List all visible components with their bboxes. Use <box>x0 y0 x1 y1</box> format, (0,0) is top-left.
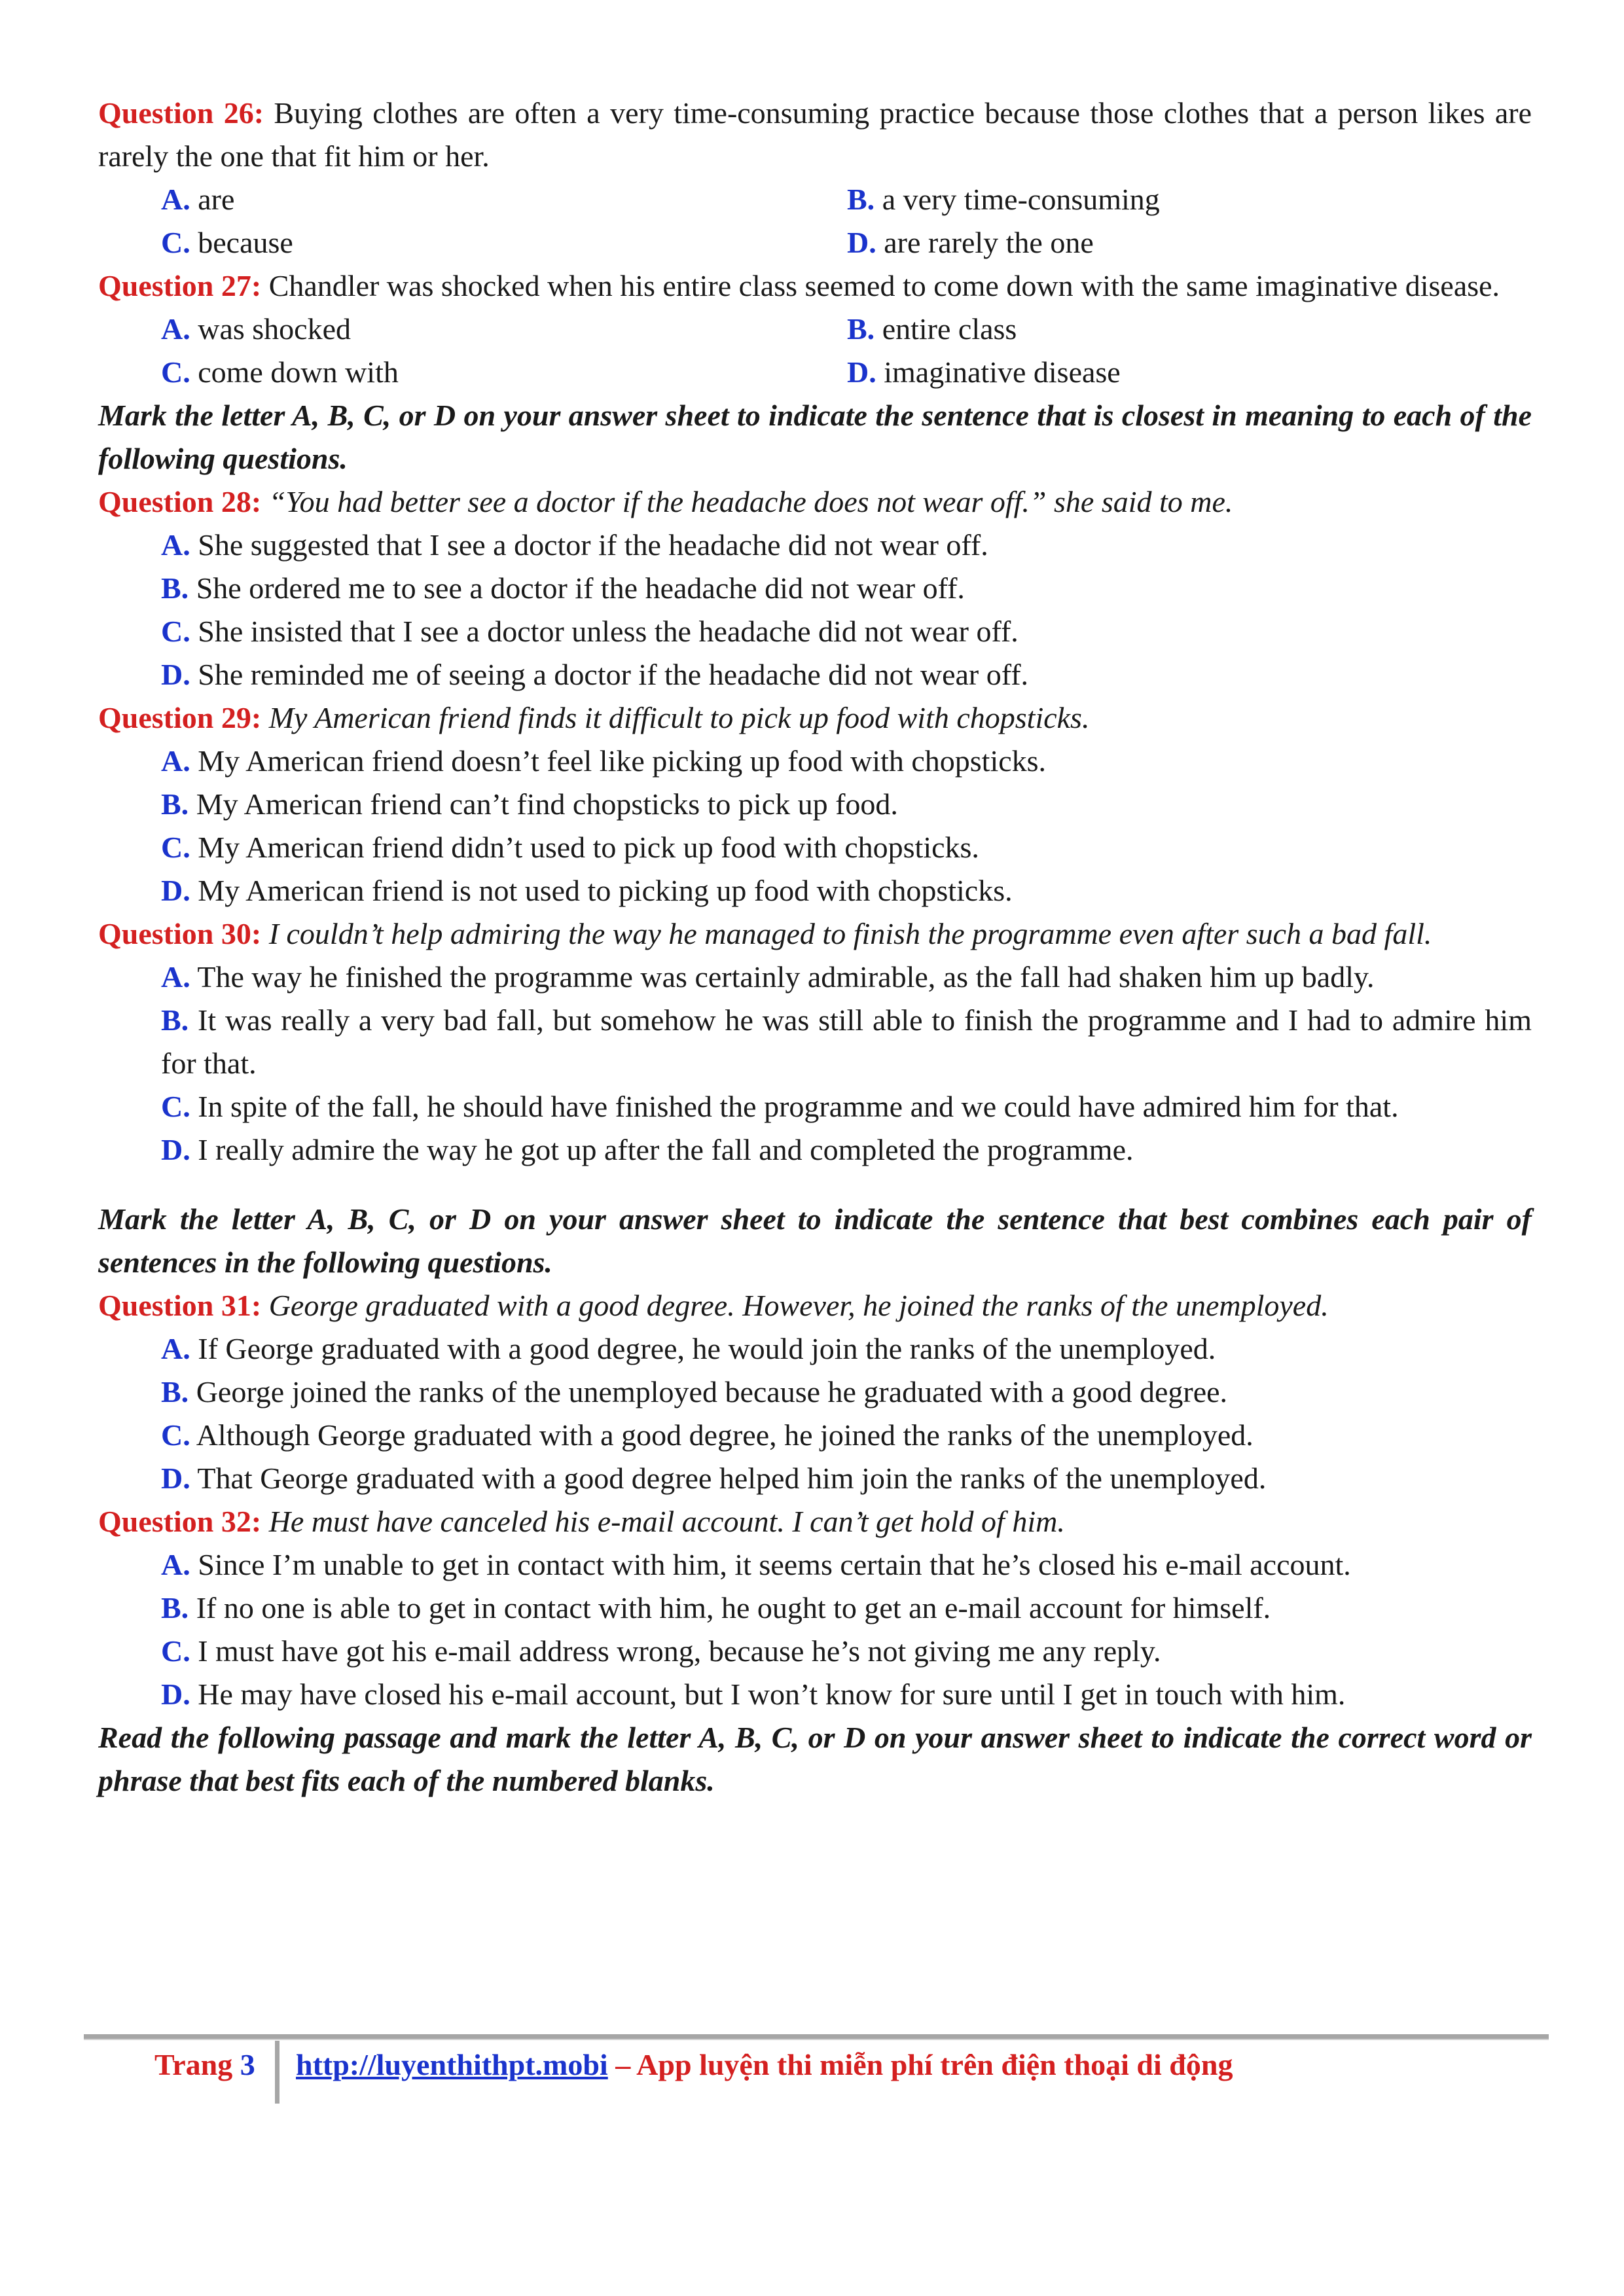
question-27 <box>98 264 1532 308</box>
question-text: “You had better see a doctor if the headache does not wear off.” she said to me. <box>268 485 1233 518</box>
option-letter: A. <box>161 960 190 994</box>
document-page <box>98 92 1532 1803</box>
option-text: It was really a very bad fall, but somehow he was still able to finish the programme and I had to admire him for that. <box>161 1003 1532 1080</box>
option-a <box>98 1327 1532 1371</box>
option-text: I really admire the way he got up after the fall and completed the programme. <box>198 1133 1134 1166</box>
option-text: My American friend doesn’t feel like picking up food with chopsticks. <box>198 744 1047 778</box>
option-text: Since I’m unable to get in contact with him, it seems certain that he’s closed his e-mail account. <box>198 1548 1351 1581</box>
question-text: He must have canceled his e-mail account. I can’t get hold of him. <box>268 1505 1065 1538</box>
option-d <box>98 869 1532 912</box>
option-text: My American friend can’t find chopsticks to pick up food. <box>196 787 898 821</box>
option-text: George joined the ranks of the unemployed because he graduated with a good degree. <box>196 1375 1228 1408</box>
page-number: 3 <box>240 2048 255 2081</box>
option-letter: D. <box>161 658 190 691</box>
footer-tagline: – App luyện thi miễn phí trên điện thoại di động <box>615 2048 1233 2081</box>
section-instruction: Mark the letter A, B, C, or D on your answer sheet to indicate the sentence that best combines each pair of sentences in the following questions. <box>98 1202 1532 1279</box>
option-text: My American friend is not used to picking up food with chopsticks. <box>198 874 1013 907</box>
option-text: come down with <box>198 355 399 389</box>
option-text: imaginative disease <box>884 355 1121 389</box>
question-28 <box>98 480 1532 524</box>
option-d <box>98 1128 1532 1172</box>
option-letter: D. <box>161 1133 190 1166</box>
option-letter: B. <box>847 312 875 346</box>
option-d <box>847 351 1502 394</box>
option-letter: A. <box>161 1332 190 1365</box>
option-b <box>98 567 1532 610</box>
option-text: He may have closed his e-mail account, but I won’t know for sure until I get in touch with him. <box>198 1677 1346 1711</box>
option-letter: C. <box>161 1090 190 1123</box>
question-label: Question 28: <box>98 485 262 518</box>
option-c <box>98 1085 1532 1128</box>
option-letter: B. <box>161 1003 189 1037</box>
options-grid <box>98 178 1532 264</box>
option-letter: D. <box>847 226 876 259</box>
option-letter: D. <box>161 1677 190 1711</box>
spacer <box>98 1172 1532 1198</box>
option-text: entire class <box>882 312 1017 346</box>
footer-rule <box>84 2034 1549 2039</box>
question-text: My American friend finds it difficult to pick up food with chopsticks. <box>268 701 1090 734</box>
option-c <box>161 221 847 264</box>
question-32 <box>98 1500 1532 1543</box>
option-text: The way he finished the programme was certainly admirable, as the fall had shaken him up badly. <box>197 960 1375 994</box>
option-a <box>98 740 1532 783</box>
option-text: If George graduated with a good degree, he would join the ranks of the unemployed. <box>198 1332 1216 1365</box>
question-label: Question 26: <box>98 96 264 130</box>
option-text: are <box>198 183 235 216</box>
option-text: I must have got his e-mail address wrong, because he’s not giving me any reply. <box>198 1634 1161 1668</box>
option-b <box>98 999 1532 1085</box>
option-letter: C. <box>161 1418 190 1452</box>
option-d <box>98 653 1532 696</box>
option-text: a very time-consuming <box>882 183 1160 216</box>
option-letter: C. <box>161 831 190 864</box>
footer-text <box>296 2047 1233 2082</box>
option-d <box>98 1457 1532 1500</box>
option-d <box>847 221 1502 264</box>
section-instruction: Read the following passage and mark the letter A, B, C, or D on your answer sheet to indicate the correct word or phrase that best fits each of the numbered blanks. <box>98 1721 1532 1797</box>
option-text: She ordered me to see a doctor if the headache did not wear off. <box>196 571 965 605</box>
option-letter: A. <box>161 1548 190 1581</box>
option-text: She insisted that I see a doctor unless the headache did not wear off. <box>198 615 1019 648</box>
option-letter: B. <box>161 1375 189 1408</box>
option-letter: D. <box>847 355 876 389</box>
option-text: because <box>198 226 293 259</box>
option-letter: C. <box>161 355 190 389</box>
option-letter: D. <box>161 1462 190 1495</box>
option-b <box>847 178 1502 221</box>
question-31 <box>98 1284 1532 1327</box>
option-letter: A. <box>161 528 190 562</box>
option-letter: C. <box>161 1634 190 1668</box>
question-26 <box>98 92 1532 178</box>
option-letter: C. <box>161 615 190 648</box>
option-text: If no one is able to get in contact with him, he ought to get an e-mail account for himself. <box>196 1591 1271 1624</box>
options-grid <box>98 308 1532 394</box>
option-b <box>847 308 1502 351</box>
option-letter: A. <box>161 183 190 216</box>
option-c <box>98 1630 1532 1673</box>
option-c <box>161 351 847 394</box>
option-letter: B. <box>847 183 875 216</box>
section-instruction: Mark the letter A, B, C, or D on your answer sheet to indicate the sentence that is closest in meaning to each of the following questions. <box>98 399 1532 475</box>
option-b <box>98 1587 1532 1630</box>
question-label: Question 32: <box>98 1505 262 1538</box>
question-text: George graduated with a good degree. However, he joined the ranks of the unemployed. <box>268 1289 1329 1322</box>
page-word: Trang <box>154 2048 233 2081</box>
question-label: Question 31: <box>98 1289 262 1322</box>
question-text: Buying clothes are often a very time-consuming practice because those clothes that a person likes are rarely the one that fit him or her. <box>98 96 1532 173</box>
option-c <box>98 826 1532 869</box>
question-30 <box>98 912 1532 956</box>
option-a <box>98 524 1532 567</box>
option-text: My American friend didn’t used to pick up food with chopsticks. <box>198 831 979 864</box>
option-text: was shocked <box>198 312 352 346</box>
question-label: Question 29: <box>98 701 262 734</box>
option-a <box>161 308 847 351</box>
option-c <box>98 610 1532 653</box>
option-letter: C. <box>161 226 190 259</box>
option-letter: A. <box>161 744 190 778</box>
question-label: Question 30: <box>98 917 262 950</box>
option-c <box>98 1414 1532 1457</box>
question-text: Chandler was shocked when his entire class seemed to come down with the same imaginative disease. <box>268 269 1500 302</box>
option-letter: D. <box>161 874 190 907</box>
option-b <box>98 783 1532 826</box>
option-a <box>161 178 847 221</box>
footer-divider <box>275 2041 280 2104</box>
question-text: I couldn’t help admiring the way he managed to finish the programme even after such a bad fall. <box>268 917 1432 950</box>
footer-link[interactable]: http://luyenthithpt.mobi <box>296 2048 608 2081</box>
option-letter: B. <box>161 1591 189 1624</box>
option-text: She suggested that I see a doctor if the headache did not wear off. <box>198 528 988 562</box>
option-letter: A. <box>161 312 190 346</box>
option-letter: B. <box>161 571 189 605</box>
page-number-label <box>154 2047 255 2082</box>
option-text: are rarely the one <box>884 226 1094 259</box>
option-letter: B. <box>161 787 189 821</box>
question-label: Question 27: <box>98 269 262 302</box>
option-text: That George graduated with a good degree helped him join the ranks of the unemployed. <box>197 1462 1267 1495</box>
option-a <box>98 956 1532 999</box>
option-a <box>98 1543 1532 1587</box>
option-text: Although George graduated with a good degree, he joined the ranks of the unemployed. <box>196 1418 1254 1452</box>
option-text: She reminded me of seeing a doctor if the headache did not wear off. <box>198 658 1029 691</box>
option-b <box>98 1371 1532 1414</box>
option-text: In spite of the fall, he should have finished the programme and we could have admired him for that. <box>198 1090 1399 1123</box>
option-d <box>98 1673 1532 1716</box>
question-29 <box>98 696 1532 740</box>
